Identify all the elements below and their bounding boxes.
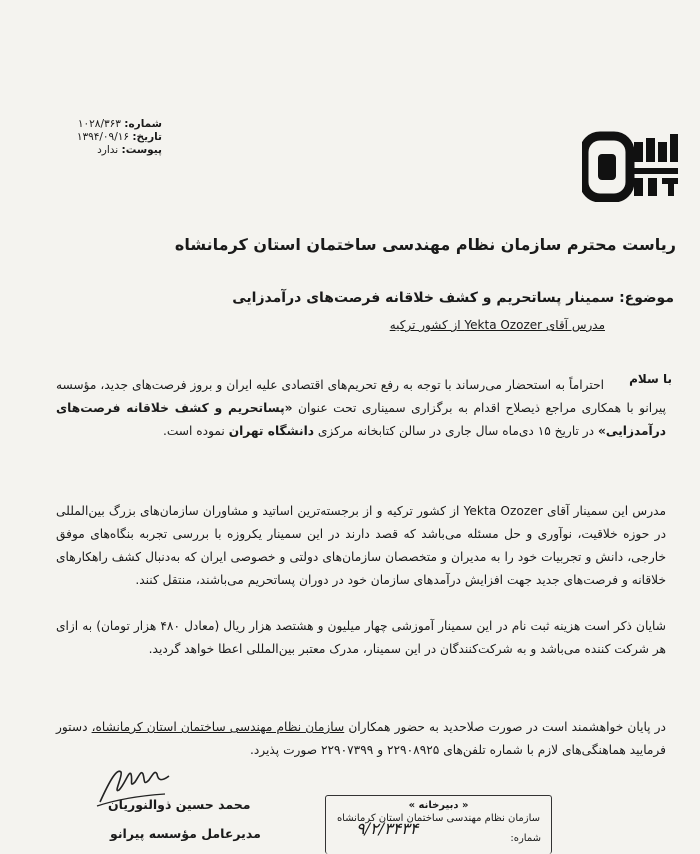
- stamp-title: « دبیرخانه »: [408, 800, 469, 811]
- paragraph-closing: [56, 716, 666, 762]
- greeting: با سلام: [629, 372, 672, 386]
- piranoo-logo-icon: [582, 128, 682, 202]
- paragraph-instructor: مدرس این سمینار آقای Yekta Ozozer از کشور ترکیه و از برجسته‌ترین اساتید و مشاوران سازمان‌های بزرگ بین‌المللی در حوزه خلاقیت، نوآوری و حل مسئله می‌باشد که قصد دارند در این سمینار یکروزه با بررسی تجربه بنگاه‌های موفق خارجی، دانش و تجربیات خود را به مدیران و متخصصان سازمان‌های دولتی و خصوصی ایران که به‌دنبال کشف راهکارهای خلاقانه و فرصت‌های جدید جهت افزایش درآمدهای سازمان خود در دوران پساتحریم می‌باشند، منتقل کنند.: [56, 504, 666, 587]
- signer-title: مدیرعامل مؤسسه پیرانو: [110, 826, 261, 841]
- university-name: دانشگاه تهران: [228, 424, 315, 438]
- stamp-organization: سازمان نظام مهندسی ساختمان استان کرمانشاه: [336, 813, 541, 824]
- subject-line: موضوع: سمینار پساتحریم و کشف خلاقانه فرصت‌های درآمدزایی: [232, 290, 674, 306]
- recipient-heading: ریاست محترم سازمان نظام مهندسی ساختمان استان کرمانشاه: [174, 235, 676, 254]
- paragraph-intro: [56, 374, 666, 443]
- letter-date-row: [52, 131, 162, 144]
- secretariat-stamp: [325, 795, 552, 854]
- paragraph-intro-text-3: نموده است.: [162, 424, 225, 438]
- paragraph-fee: شایان ذکر است هزینه ثبت نام در این سمینار آموزشی چهار میلیون و هشتصد هزار ریال (معادل ۴۸۰ هزار تومان) به ازای هر شرکت کننده می‌باشد و به شرکت‌کنندگان در این سمینار، مدرک معتبر بین‌المللی اعطا خواهد گردید.: [56, 619, 666, 656]
- paragraph-closing-text-1: در پایان خواهشمند است در صورت صلاحدید به حضور همکاران: [348, 720, 666, 734]
- letter-number-label: شماره:: [124, 118, 162, 130]
- organization-name: سازمان نظام مهندسی ساختمان استان کرمانشاه،: [91, 720, 345, 734]
- letter-number-value: ۱۰۲۸/۳۶۳: [77, 118, 121, 130]
- letter-meta: [52, 118, 162, 157]
- paragraph-intro-text-1: احتراماً به استحضار می‌رساند با توجه به رفع تحریم‌های اقتصادی علیه ایران و بروز فرصت‌های جدید، مؤسسه پیرانو با همکاری مراجع ذیصلاح اقدام به برگزاری سمیناری تحت عنوان: [56, 378, 666, 415]
- signer-name: محمد حسین ذوالنوریان: [108, 797, 251, 812]
- letter-attachment-label: پیوست:: [121, 144, 162, 156]
- paragraph-closing-text-2: دستور فرمایید هماهنگی‌های لازم با شماره تلفن‌های ۲۲۹۰۸۹۲۵ و ۲۲۹۰۷۳۹۹ صورت پذیرد.: [56, 720, 666, 757]
- letter-date-value: ۱۳۹۴/۰۹/۱۶: [76, 131, 130, 143]
- letter-attachment-row: [52, 144, 162, 157]
- letter-date-label: تاریخ:: [132, 131, 162, 143]
- instructor-line: مدرس آقای Yekta Ozozer از کشور ترکیه: [389, 318, 605, 332]
- letter-attachment-value: ندارد: [97, 144, 119, 156]
- paragraph-intro-text-2: در تاریخ ۱۵ دی‌ماه سال جاری در سالن کتابخانه مرکزی: [317, 424, 595, 438]
- stamp-number-label: شماره:: [510, 833, 541, 844]
- seminar-title: «پساتحریم و کشف خلاقانه فرصت‌های درآمدزایی»: [56, 401, 666, 438]
- stamp-number-value: ۹/۲/۳۴۳۴: [356, 819, 419, 838]
- letter-number-row: [52, 118, 162, 131]
